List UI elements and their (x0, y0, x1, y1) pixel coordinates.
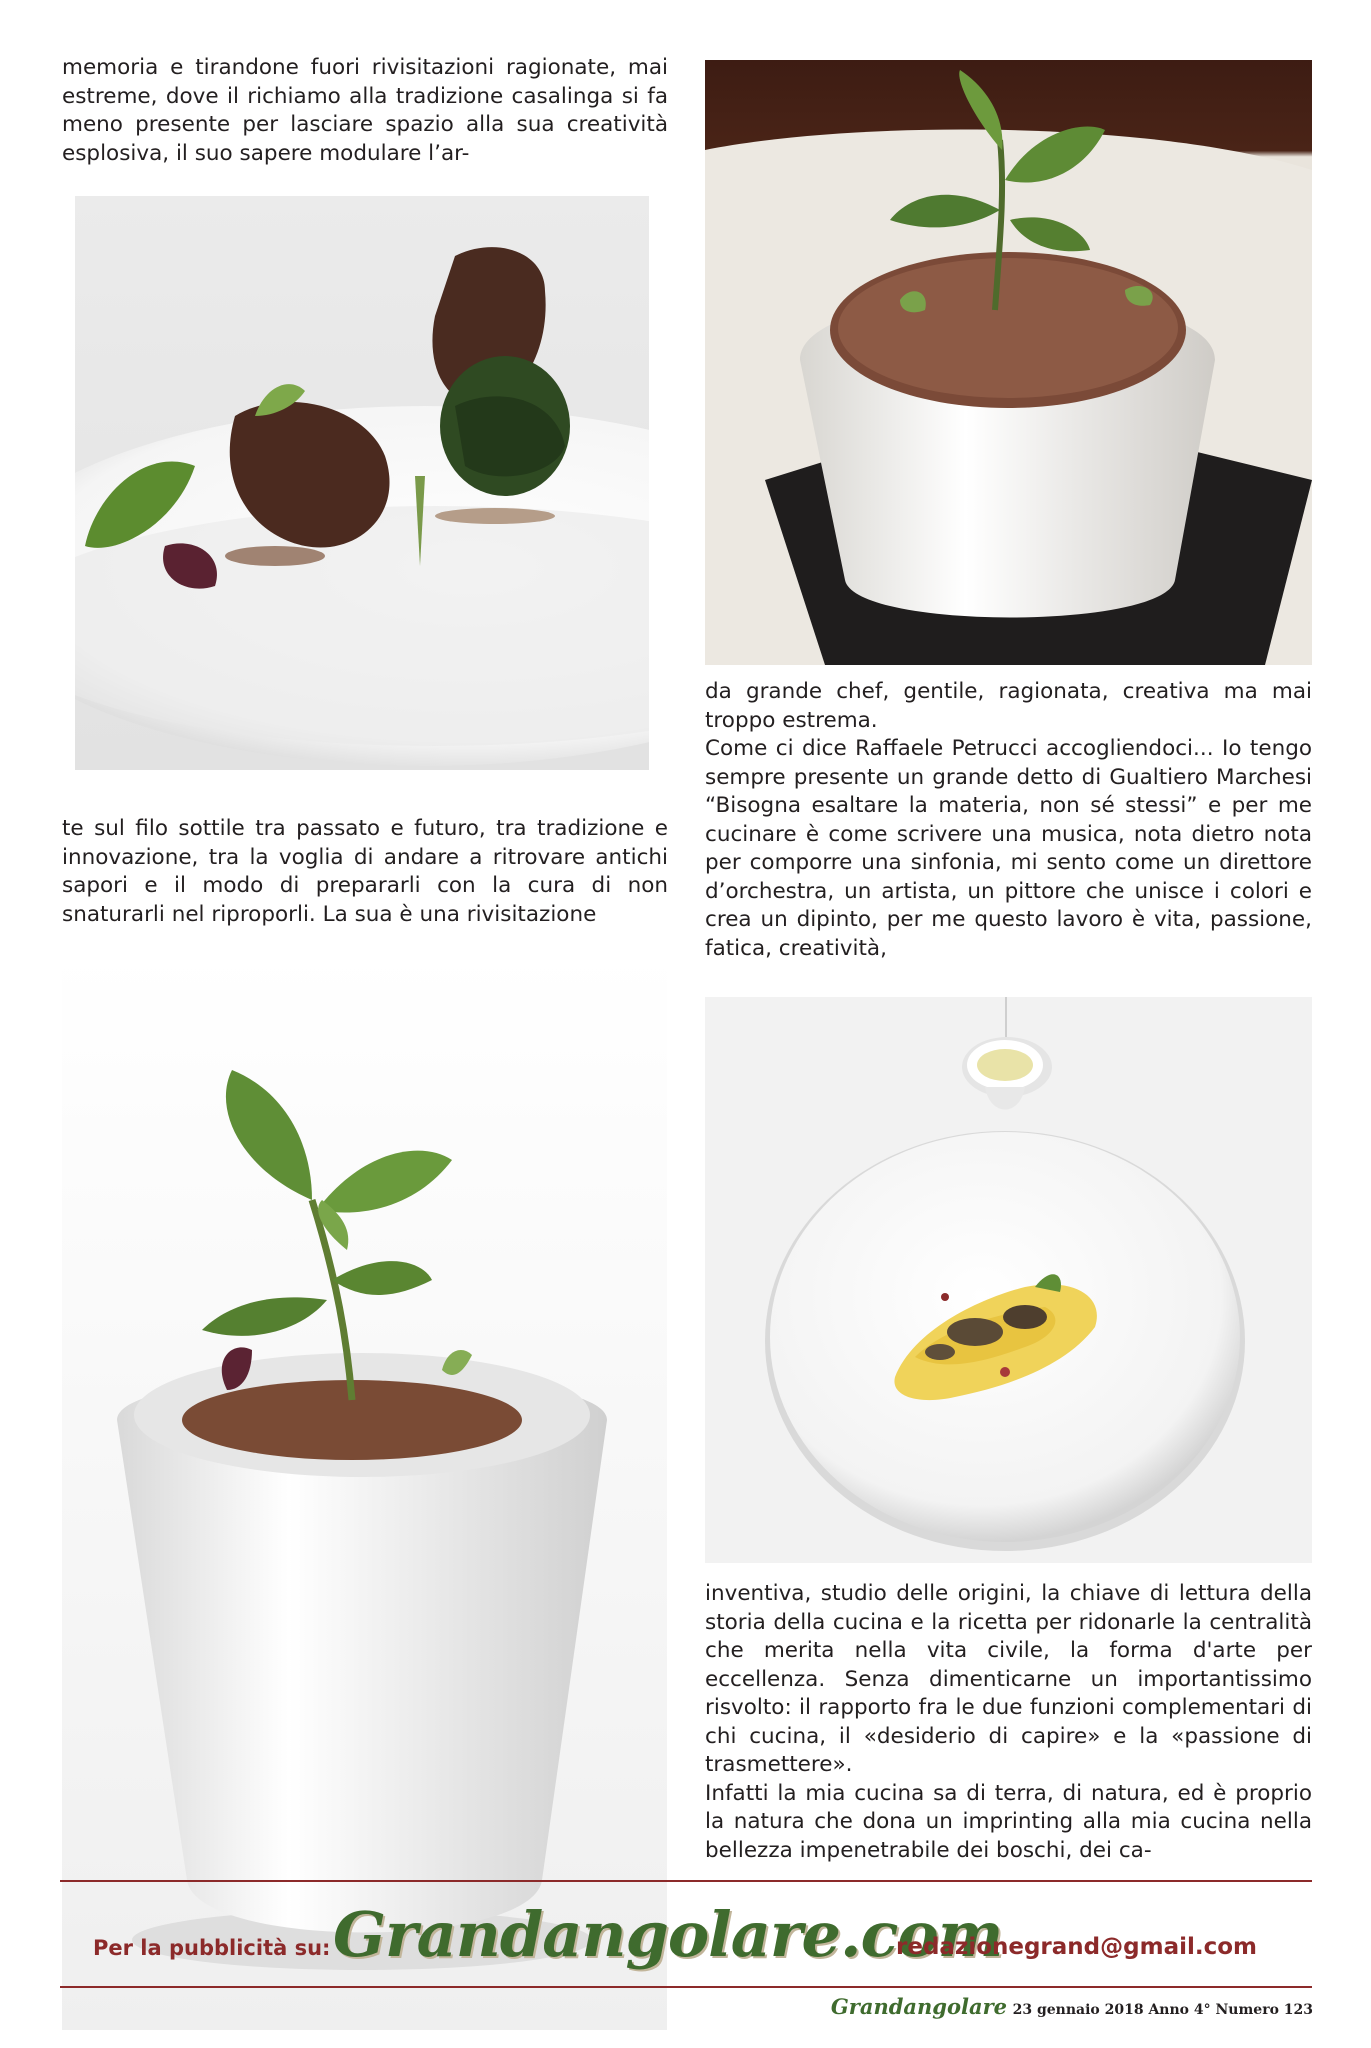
divider-rule (60, 1880, 1312, 1882)
photo-braised-meat-dish (75, 196, 649, 770)
contact-email-link[interactable]: redazionegrand@gmail.com (896, 1934, 1257, 1960)
footer-issue-info: 23 gennaio 2018 Anno 4° Numero 123 (1012, 2002, 1313, 2018)
article-column-left-top (62, 54, 668, 168)
ad-label: Per la pubblicità su: (93, 1936, 331, 1960)
article-paragraph: inventiva, studio delle origini, la chiave di lettura della storia della cucina e la ricetta per ridonarle la centralità che merita nella vita civile, la forma d'arte per eccellenza. Senza dimenticarne un importantissimo risvolto: il rapporto fra le due funzioni complementari di chi cucina, il «desiderio di capire» e la «passione di trasmettere». (705, 1581, 1312, 1777)
photo-chocolate-pot-restaurant (705, 60, 1312, 665)
article-paragraph: Infatti la mia cucina sa di terra, di natura, ed è proprio la natura che dona un imprinting alla mia cucina nella bellezza impenetrabile dei boschi, dei ca- (705, 1780, 1312, 1863)
article-paragraph: da grande chef, gentile, ragionata, creativa ma mai troppo estrema. (705, 679, 1312, 733)
article-column-left-middle (62, 815, 668, 929)
article-paragraph: memoria e tirandone fuori rivisitazioni ragionate, mai estreme, dove il richiamo alla tradizione casalinga si fa meno presente per lasciare spazio alla sua creatività esplosiva, il suo sapere modulare l’ar- (62, 55, 668, 166)
photo-chocolate-pot-studio (62, 950, 667, 2030)
grandangolare-logo[interactable]: Grandangolare.com (333, 1898, 1003, 1971)
article-column-right-middle (705, 678, 1312, 963)
page-footer (831, 1994, 1313, 2019)
footer-brand: Grandangolare (830, 1994, 1008, 2019)
article-paragraph: te sul filo sottile tra passato e futuro, tra tradizione e innovazione, tra la voglia di andare a ritrovare antichi sapori e il modo di prepararli con la cura di non snaturarli nel riproporli. La sua è una rivisitazione (62, 816, 668, 927)
article-column-right-bottom (705, 1580, 1312, 1865)
article-paragraph: Come ci dice Raffaele Petrucci accogliendoci... Io tengo sempre presente un grande detto di Gualtiero Marchesi “Bisogna esaltare la materia, non sé stessi” e per me cucinare è come scrivere una musica, nota dietro nota per comporre una sinfonia, mi sento come un direttore d’orchestra, un artista, un pittore che unisce i colori e crea un dipinto, per me questo lavoro è vita, passione, fatica, creatività, (705, 736, 1312, 961)
divider-rule (60, 1986, 1312, 1988)
photo-ravioli-truffle-dish (705, 997, 1312, 1563)
